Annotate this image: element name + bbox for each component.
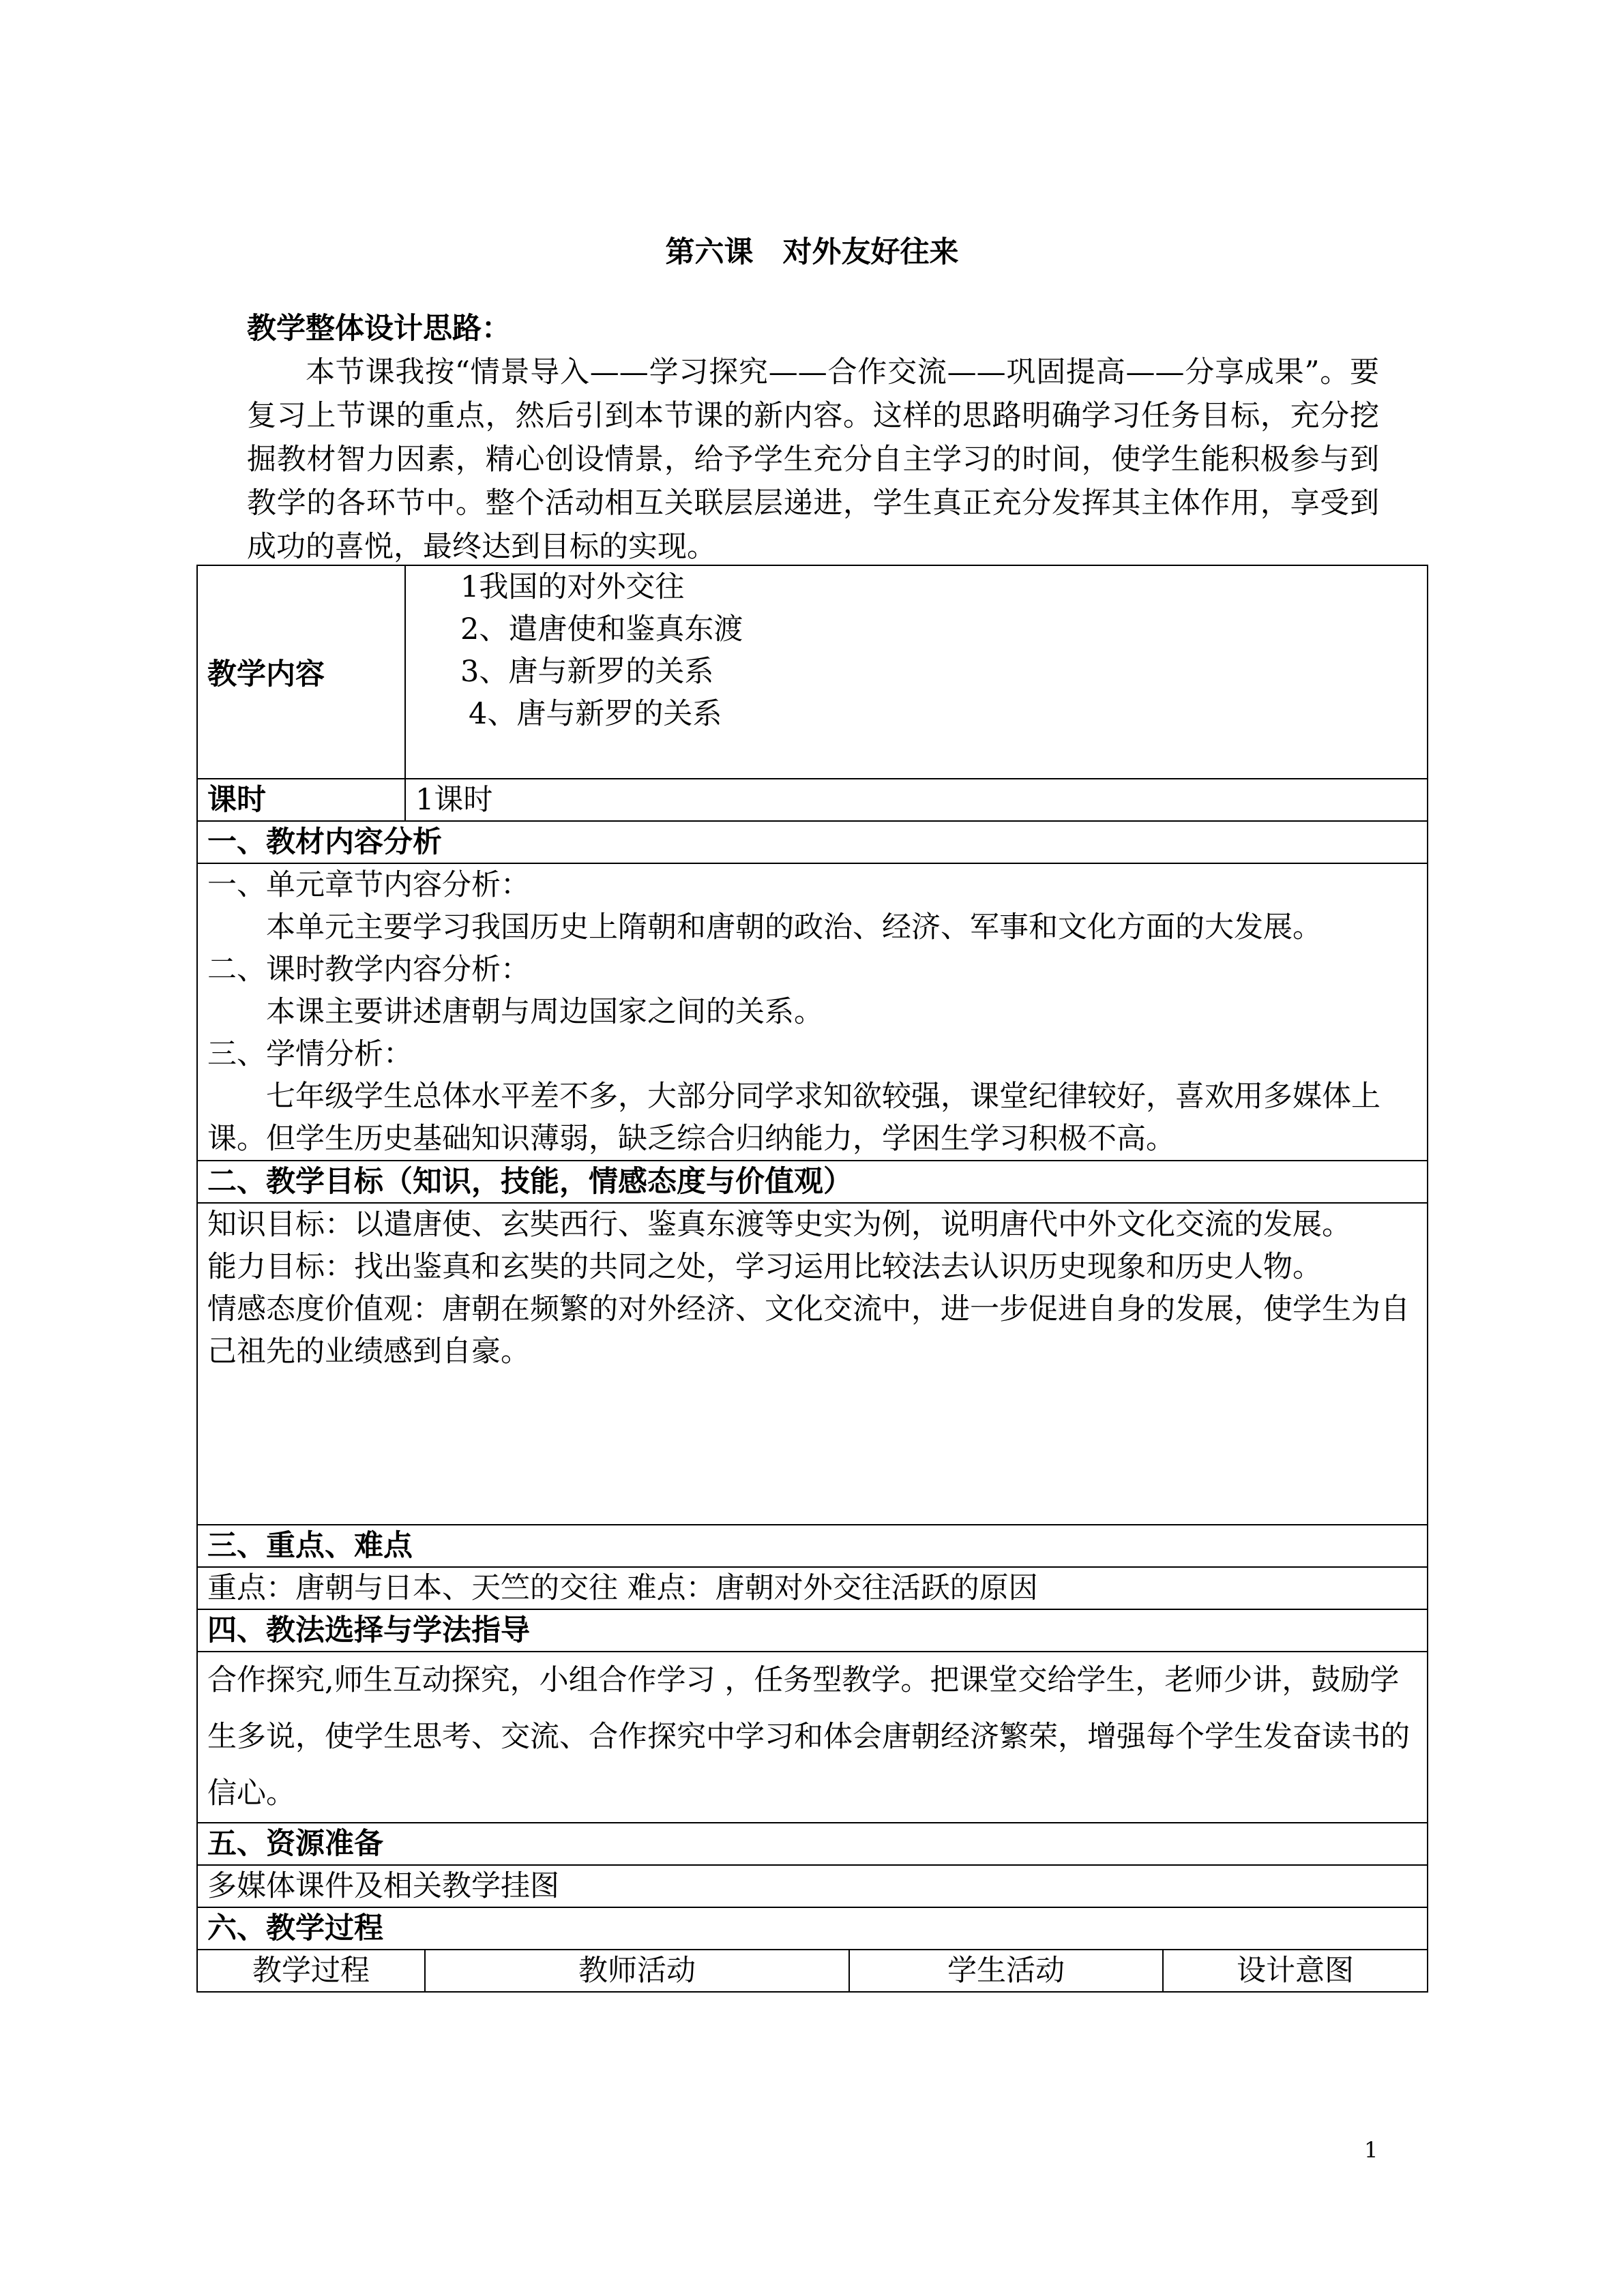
column-header: 教师活动: [425, 1950, 849, 1992]
page-title: 第六课 对外友好往来: [665, 235, 959, 269]
process-header-table: [196, 1949, 1428, 1993]
page-number: 1: [1364, 2137, 1378, 2163]
section-heading-objectives: 二、教学目标（知识，技能，情感态度与价值观）: [197, 1161, 1428, 1203]
analysis-text1: 本单元主要学习我国历史上隋朝和唐朝的政治、经济、军事和文化方面的大发展。: [266, 910, 1322, 944]
hours-value: 1课时: [405, 779, 1428, 821]
objectives-body: [197, 1203, 1428, 1525]
intro-text: 本节课我按“情景导入——学习探究——合作交流——巩固提高——分享成果”。要复习上节课的重点，然后引到本节课的新内容。这样的思路明确学习任务目标，充分挖掘教材智力因素，精心创设情景，给予学生充分自主学习的时间，使学生能积极参与到教学的各环节中。整个活动相互关联层层递进，学生真正充分发挥其主体作用，享受到成功的喜悦，最终达到目标的实现。: [247, 355, 1379, 564]
analysis-sub3: 三、学情分析：: [207, 1037, 413, 1071]
section-heading-methods: 四、教法选择与学法指导: [197, 1609, 1428, 1652]
column-header: 设计意图: [1163, 1950, 1428, 1992]
section-heading-process: 六、教学过程: [197, 1907, 1428, 1950]
analysis-sub1: 一、单元章节内容分析：: [207, 868, 530, 902]
methods-text: 合作探究,师生互动探究，小组合作学习 ，任务型教学。把课堂交给学生，老师少讲，鼓励学生多说，使学生思考、交流、合作探究中学习和体会唐朝经济繁荣，增强每个学生发奋读书的信心。: [197, 1652, 1428, 1823]
knowledge-objective: 知识目标：以遣唐使、玄奘西行、鉴真东渡等史实为例，说明唐代中外文化交流的发展。: [207, 1208, 1351, 1242]
keypoints-text: 重点：唐朝与日本、天竺的交往 难点：唐朝对外交往活跃的原因: [197, 1567, 1428, 1609]
resources-text: 多媒体课件及相关教学挂图: [197, 1865, 1428, 1907]
section-heading-analysis: 一、教材内容分析: [197, 821, 1428, 863]
list-item: 3、唐与新罗的关系: [460, 655, 714, 689]
content-label: 教学内容: [197, 565, 405, 779]
emotion-objective: 情感态度价值观：唐朝在频繁的对外经济、文化交流中，进一步促进自身的发展，使学生为自己祖先的业绩感到自豪。: [207, 1292, 1410, 1369]
section-heading-resources: 五、资源准备: [197, 1823, 1428, 1865]
analysis-text3: 七年级学生总体水平差不多，大部分同学求知欲较强，课堂纪律较好，喜欢用多媒体上课。但学生历史基础知识薄弱，缺乏综合归纳能力，学困生学习积极不高。: [207, 1079, 1381, 1156]
list-item: 1我国的对外交往: [460, 570, 685, 604]
intro-block: [247, 307, 1379, 569]
analysis-text2: 本课主要讲述唐朝与周边国家之间的关系。: [266, 995, 823, 1029]
hours-label: 课时: [197, 779, 405, 821]
column-header: 教学过程: [197, 1950, 425, 1992]
content-list: [460, 566, 1417, 735]
intro-heading: 教学整体设计思路：: [247, 312, 511, 346]
analysis-sub2: 二、课时教学内容分析：: [207, 953, 530, 987]
analysis-body: [197, 863, 1428, 1161]
list-item: 4、唐与新罗的关系: [469, 697, 722, 731]
lesson-plan-table: [196, 565, 1428, 1993]
column-header: 学生活动: [849, 1950, 1163, 1992]
section-heading-keypoints: 三、重点、难点: [197, 1525, 1428, 1567]
list-item: 2、遣唐使和鉴真东渡: [460, 612, 743, 646]
ability-objective: 能力目标：找出鉴真和玄奘的共同之处，学习运用比较法去认识历史现象和历史人物。: [207, 1250, 1322, 1284]
